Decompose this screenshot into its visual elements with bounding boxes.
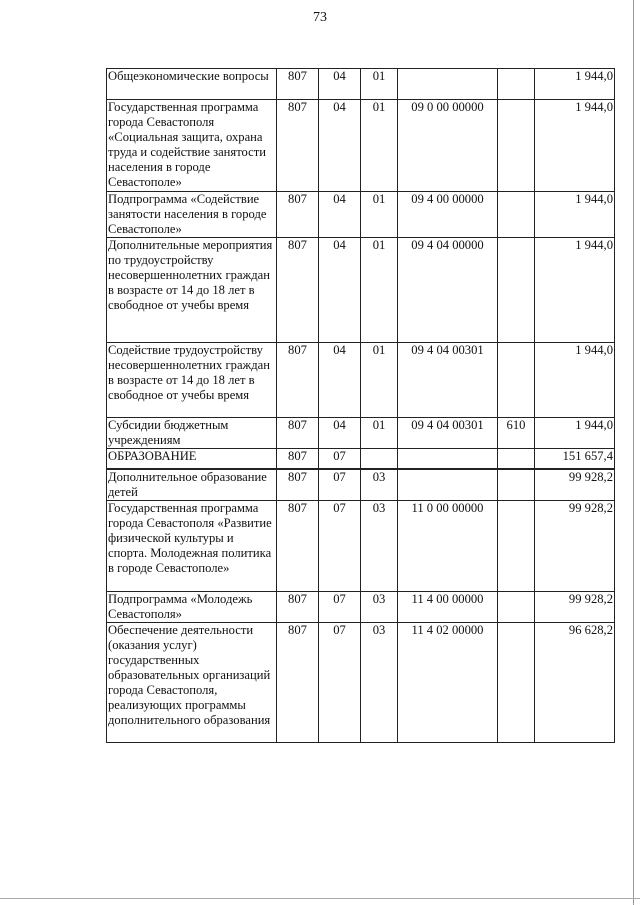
row-rz: 04: [319, 69, 361, 100]
row-pr: 01: [361, 69, 398, 100]
table-row: [107, 69, 615, 100]
row-rz: 07: [319, 500, 361, 591]
row-rz: 04: [319, 192, 361, 238]
row-sum: 99 928,2: [535, 469, 615, 501]
row-sum: 151 657,4: [535, 449, 615, 469]
row-vr: [498, 343, 535, 418]
row-csr: 09 4 04 00301: [398, 418, 498, 449]
table-row: [107, 469, 615, 501]
row-name: Государственная программа города Севастополя «Развитие физической культуры и спорта. Молодежная политика в городе Севастополе»: [107, 500, 277, 591]
row-vr: [498, 591, 535, 622]
row-pr: [361, 449, 398, 469]
row-rz: 04: [319, 238, 361, 343]
row-pr: 01: [361, 418, 398, 449]
row-csr: 09 0 00 00000: [398, 100, 498, 192]
row-name: Подпрограмма «Молодежь Севастополя»: [107, 591, 277, 622]
row-ved: 807: [277, 343, 319, 418]
row-vr: [498, 192, 535, 238]
row-rz: 07: [319, 622, 361, 742]
budget-table: [106, 68, 615, 743]
row-vr: [498, 100, 535, 192]
row-pr: 01: [361, 100, 398, 192]
row-name: Подпрограмма «Содействие занятости населения в городе Севастополе»: [107, 192, 277, 238]
row-ved: 807: [277, 500, 319, 591]
row-pr: 03: [361, 500, 398, 591]
row-ved: 807: [277, 469, 319, 501]
row-sum: 1 944,0: [535, 238, 615, 343]
row-name: Общеэкономические вопросы: [107, 69, 277, 100]
row-rz: 07: [319, 591, 361, 622]
table-row: [107, 622, 615, 742]
row-sum: 1 944,0: [535, 69, 615, 100]
row-vr: [498, 500, 535, 591]
row-ved: 807: [277, 238, 319, 343]
row-name: Дополнительные мероприятия по трудоустройству несовершеннолетних граждан в возрасте от 14 до 18 лет в свободное от учебы время: [107, 238, 277, 343]
row-csr: 09 4 04 00301: [398, 343, 498, 418]
row-pr: 03: [361, 591, 398, 622]
row-rz: 04: [319, 343, 361, 418]
row-pr: 03: [361, 622, 398, 742]
row-ved: 807: [277, 69, 319, 100]
row-vr: [498, 69, 535, 100]
row-sum: 99 928,2: [535, 500, 615, 591]
row-csr: 11 0 00 00000: [398, 500, 498, 591]
row-sum: 1 944,0: [535, 418, 615, 449]
scan-edge-bottom: [0, 898, 640, 899]
row-sum: 1 944,0: [535, 343, 615, 418]
table-row: [107, 591, 615, 622]
table-row: [107, 449, 615, 469]
row-name: Дополнительное образование детей: [107, 469, 277, 501]
table-row: [107, 192, 615, 238]
row-pr: 01: [361, 343, 398, 418]
row-vr: [498, 449, 535, 469]
row-name: Обеспечение деятельности (оказания услуг) государственных образовательных организаций города Севастополя, реализующих программы дополнительного образования: [107, 622, 277, 742]
row-sum: 99 928,2: [535, 591, 615, 622]
row-ved: 807: [277, 622, 319, 742]
page-number: 73: [313, 10, 327, 25]
row-ved: 807: [277, 418, 319, 449]
row-ved: 807: [277, 100, 319, 192]
table-row: [107, 100, 615, 192]
row-ved: 807: [277, 192, 319, 238]
row-sum: 96 628,2: [535, 622, 615, 742]
row-csr: 09 4 04 00000: [398, 238, 498, 343]
row-rz: 04: [319, 100, 361, 192]
row-csr: [398, 449, 498, 469]
table-row: [107, 343, 615, 418]
row-vr: [498, 622, 535, 742]
row-name: Содействие трудоустройству несовершеннолетних граждан в возрасте от 14 до 18 лет в свободное от учебы время: [107, 343, 277, 418]
row-vr: 610: [498, 418, 535, 449]
row-csr: [398, 69, 498, 100]
row-pr: 03: [361, 469, 398, 501]
table-row: [107, 500, 615, 591]
row-ved: 807: [277, 591, 319, 622]
row-pr: 01: [361, 238, 398, 343]
row-vr: [498, 238, 535, 343]
row-sum: 1 944,0: [535, 192, 615, 238]
row-name: ОБРАЗОВАНИЕ: [107, 449, 277, 469]
row-csr: 11 4 02 00000: [398, 622, 498, 742]
scan-edge-right: [633, 0, 634, 905]
table-row: [107, 418, 615, 449]
row-rz: 04: [319, 418, 361, 449]
row-rz: 07: [319, 469, 361, 501]
row-rz: 07: [319, 449, 361, 469]
row-name: Государственная программа города Севастополя «Социальная защита, охрана труда и содействие занятости населения в городе Севастополе»: [107, 100, 277, 192]
row-sum: 1 944,0: [535, 100, 615, 192]
row-ved: 807: [277, 449, 319, 469]
row-pr: 01: [361, 192, 398, 238]
row-csr: [398, 469, 498, 501]
table-row: [107, 238, 615, 343]
row-csr: 11 4 00 00000: [398, 591, 498, 622]
row-csr: 09 4 00 00000: [398, 192, 498, 238]
row-name: Субсидии бюджетным учреждениям: [107, 418, 277, 449]
row-vr: [498, 469, 535, 501]
